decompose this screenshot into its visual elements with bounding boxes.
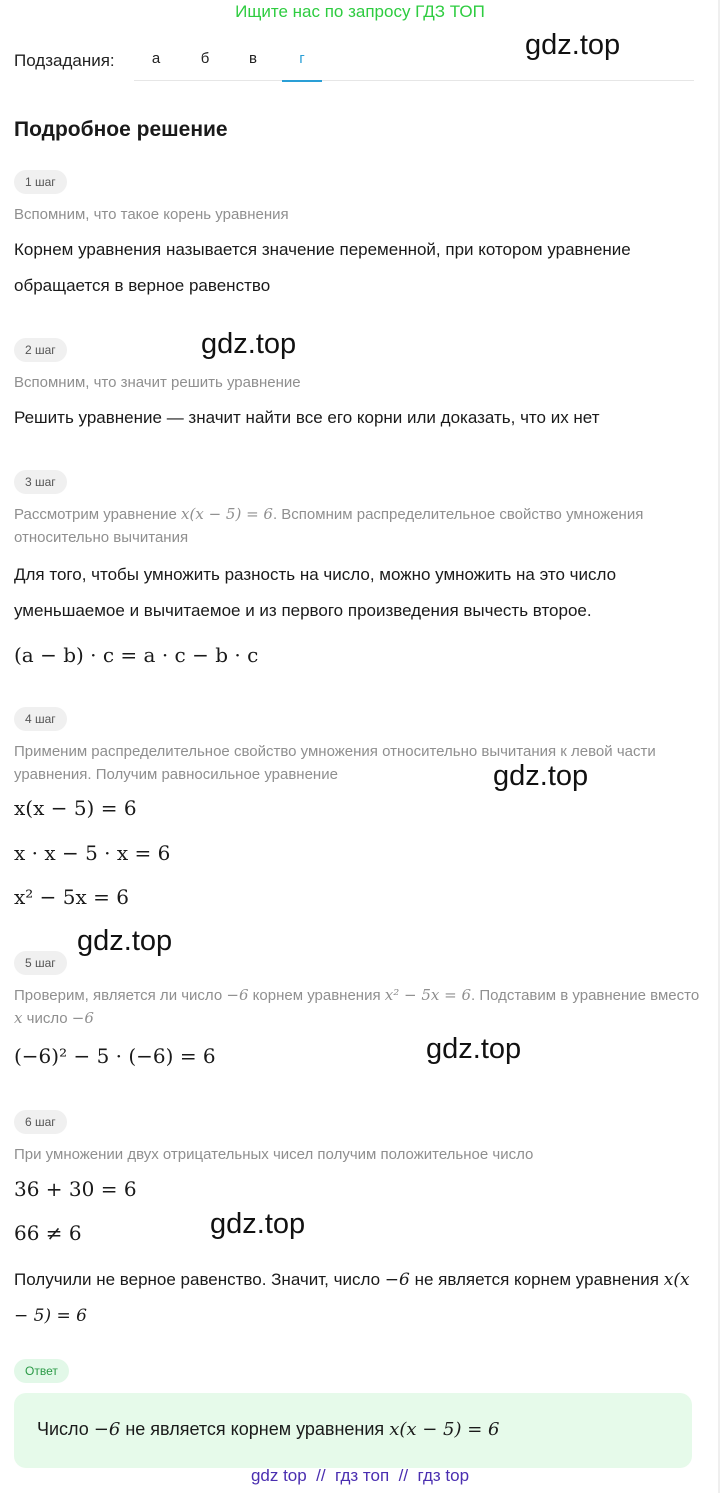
answer-badge: Ответ: [14, 1359, 69, 1383]
hint-text: . Подставим в уравнение вместо: [471, 987, 700, 1004]
answer-box: [14, 1393, 692, 1468]
watermark: gdz.top: [210, 1208, 306, 1240]
step-6-hint: При умножении двух отрицательных чисел получим положительное число: [14, 1146, 534, 1163]
text: Число: [37, 1419, 89, 1439]
promo-banner[interactable]: Ищите нас по запросу ГДЗ ТОП: [235, 2, 485, 21]
step-4-badge: 4 шаг: [14, 707, 67, 731]
step-2-hint: Вспомним, что значит решить уравнение: [14, 374, 301, 391]
answer-text: [37, 1419, 500, 1440]
footer-links[interactable]: gdz top // гдз топ // гдз top: [250, 1466, 470, 1485]
step-1-badge: 1 шаг: [14, 170, 67, 194]
subtasks-label: Подзадания:: [14, 51, 115, 70]
hint-formula: x² − 5x = 6: [384, 986, 471, 1004]
page-title: Подробное решение: [14, 118, 228, 141]
watermark: gdz.top: [426, 1033, 522, 1065]
text: не является корнем уравнения: [414, 1270, 659, 1289]
step-4-formula-1: x(x − 5) = 6: [14, 796, 137, 820]
text: Получили не верное равенство. Значит, число: [14, 1270, 381, 1289]
step-3-badge: 3 шаг: [14, 470, 67, 494]
step-1-hint: Вспомним, что такое корень уравнения: [14, 206, 289, 223]
hint-formula: x(x − 5) = 6: [181, 505, 273, 523]
step-5-formula: (−6)² − 5 · (−6) = 6: [14, 1044, 216, 1068]
tab-v[interactable]: в: [249, 50, 257, 67]
step-6-text: [14, 1262, 704, 1334]
step-6-badge: 6 шаг: [14, 1110, 67, 1134]
step-5-badge: 5 шаг: [14, 951, 67, 975]
formula: −6: [93, 1419, 121, 1440]
step-1-text: Корнем уравнения называется значение переменной, при котором уравнение обращается в верное равенство: [14, 240, 631, 295]
step-5-hint: [14, 984, 704, 1030]
step-4-formula-3: x² − 5x = 6: [14, 885, 129, 909]
hint-formula: −6: [71, 1009, 94, 1027]
watermark: gdz.top: [201, 328, 297, 360]
step-3-hint: [14, 503, 704, 549]
hint-formula: −6: [226, 986, 249, 1004]
watermark: gdz.top: [77, 925, 173, 957]
text: не является корнем уравнения: [125, 1419, 385, 1439]
hint-text: Проверим, является ли число: [14, 987, 223, 1004]
step-6-formula-1: 36 + 30 = 6: [14, 1177, 137, 1201]
hint-text: корнем уравнения: [252, 987, 381, 1004]
formula: x(x − 5) = 6: [389, 1419, 500, 1440]
step-4-hint: Применим распределительное свойство умножения относительно вычитания к левой части уравнения. Получим равносильное уравнение: [14, 743, 656, 783]
step-6-formula-2: 66 ≠ 6: [14, 1221, 82, 1245]
step-4-formula-2: x · x − 5 · x = 6: [14, 841, 171, 865]
hint-formula: x: [14, 1009, 23, 1027]
watermark: gdz.top: [493, 760, 589, 792]
formula: x(x − 5) = 6: [14, 1270, 690, 1326]
hint-text: число: [26, 1010, 68, 1027]
step-2-text: Решить уравнение — значит найти все его корни или доказать, что их нет: [14, 408, 600, 427]
tab-a[interactable]: а: [151, 50, 161, 67]
step-2-badge: 2 шаг: [14, 338, 67, 362]
step-3-formula: (a − b) · c = a · c − b · c: [14, 643, 259, 667]
hint-text: . Вспомним распределительное свойство умножения относительно вычитания: [14, 506, 644, 546]
watermark: gdz.top: [525, 29, 621, 61]
tab-g[interactable]: г: [282, 50, 322, 82]
hint-text: Рассмотрим уравнение: [14, 506, 177, 523]
tab-b[interactable]: б: [200, 50, 210, 67]
step-3-text: Для того, чтобы умножить разность на число, можно умножить на это число уменьшаемое и вычитаемое и из первого произведения вычесть второе.: [14, 565, 617, 620]
formula: −6: [384, 1270, 410, 1290]
